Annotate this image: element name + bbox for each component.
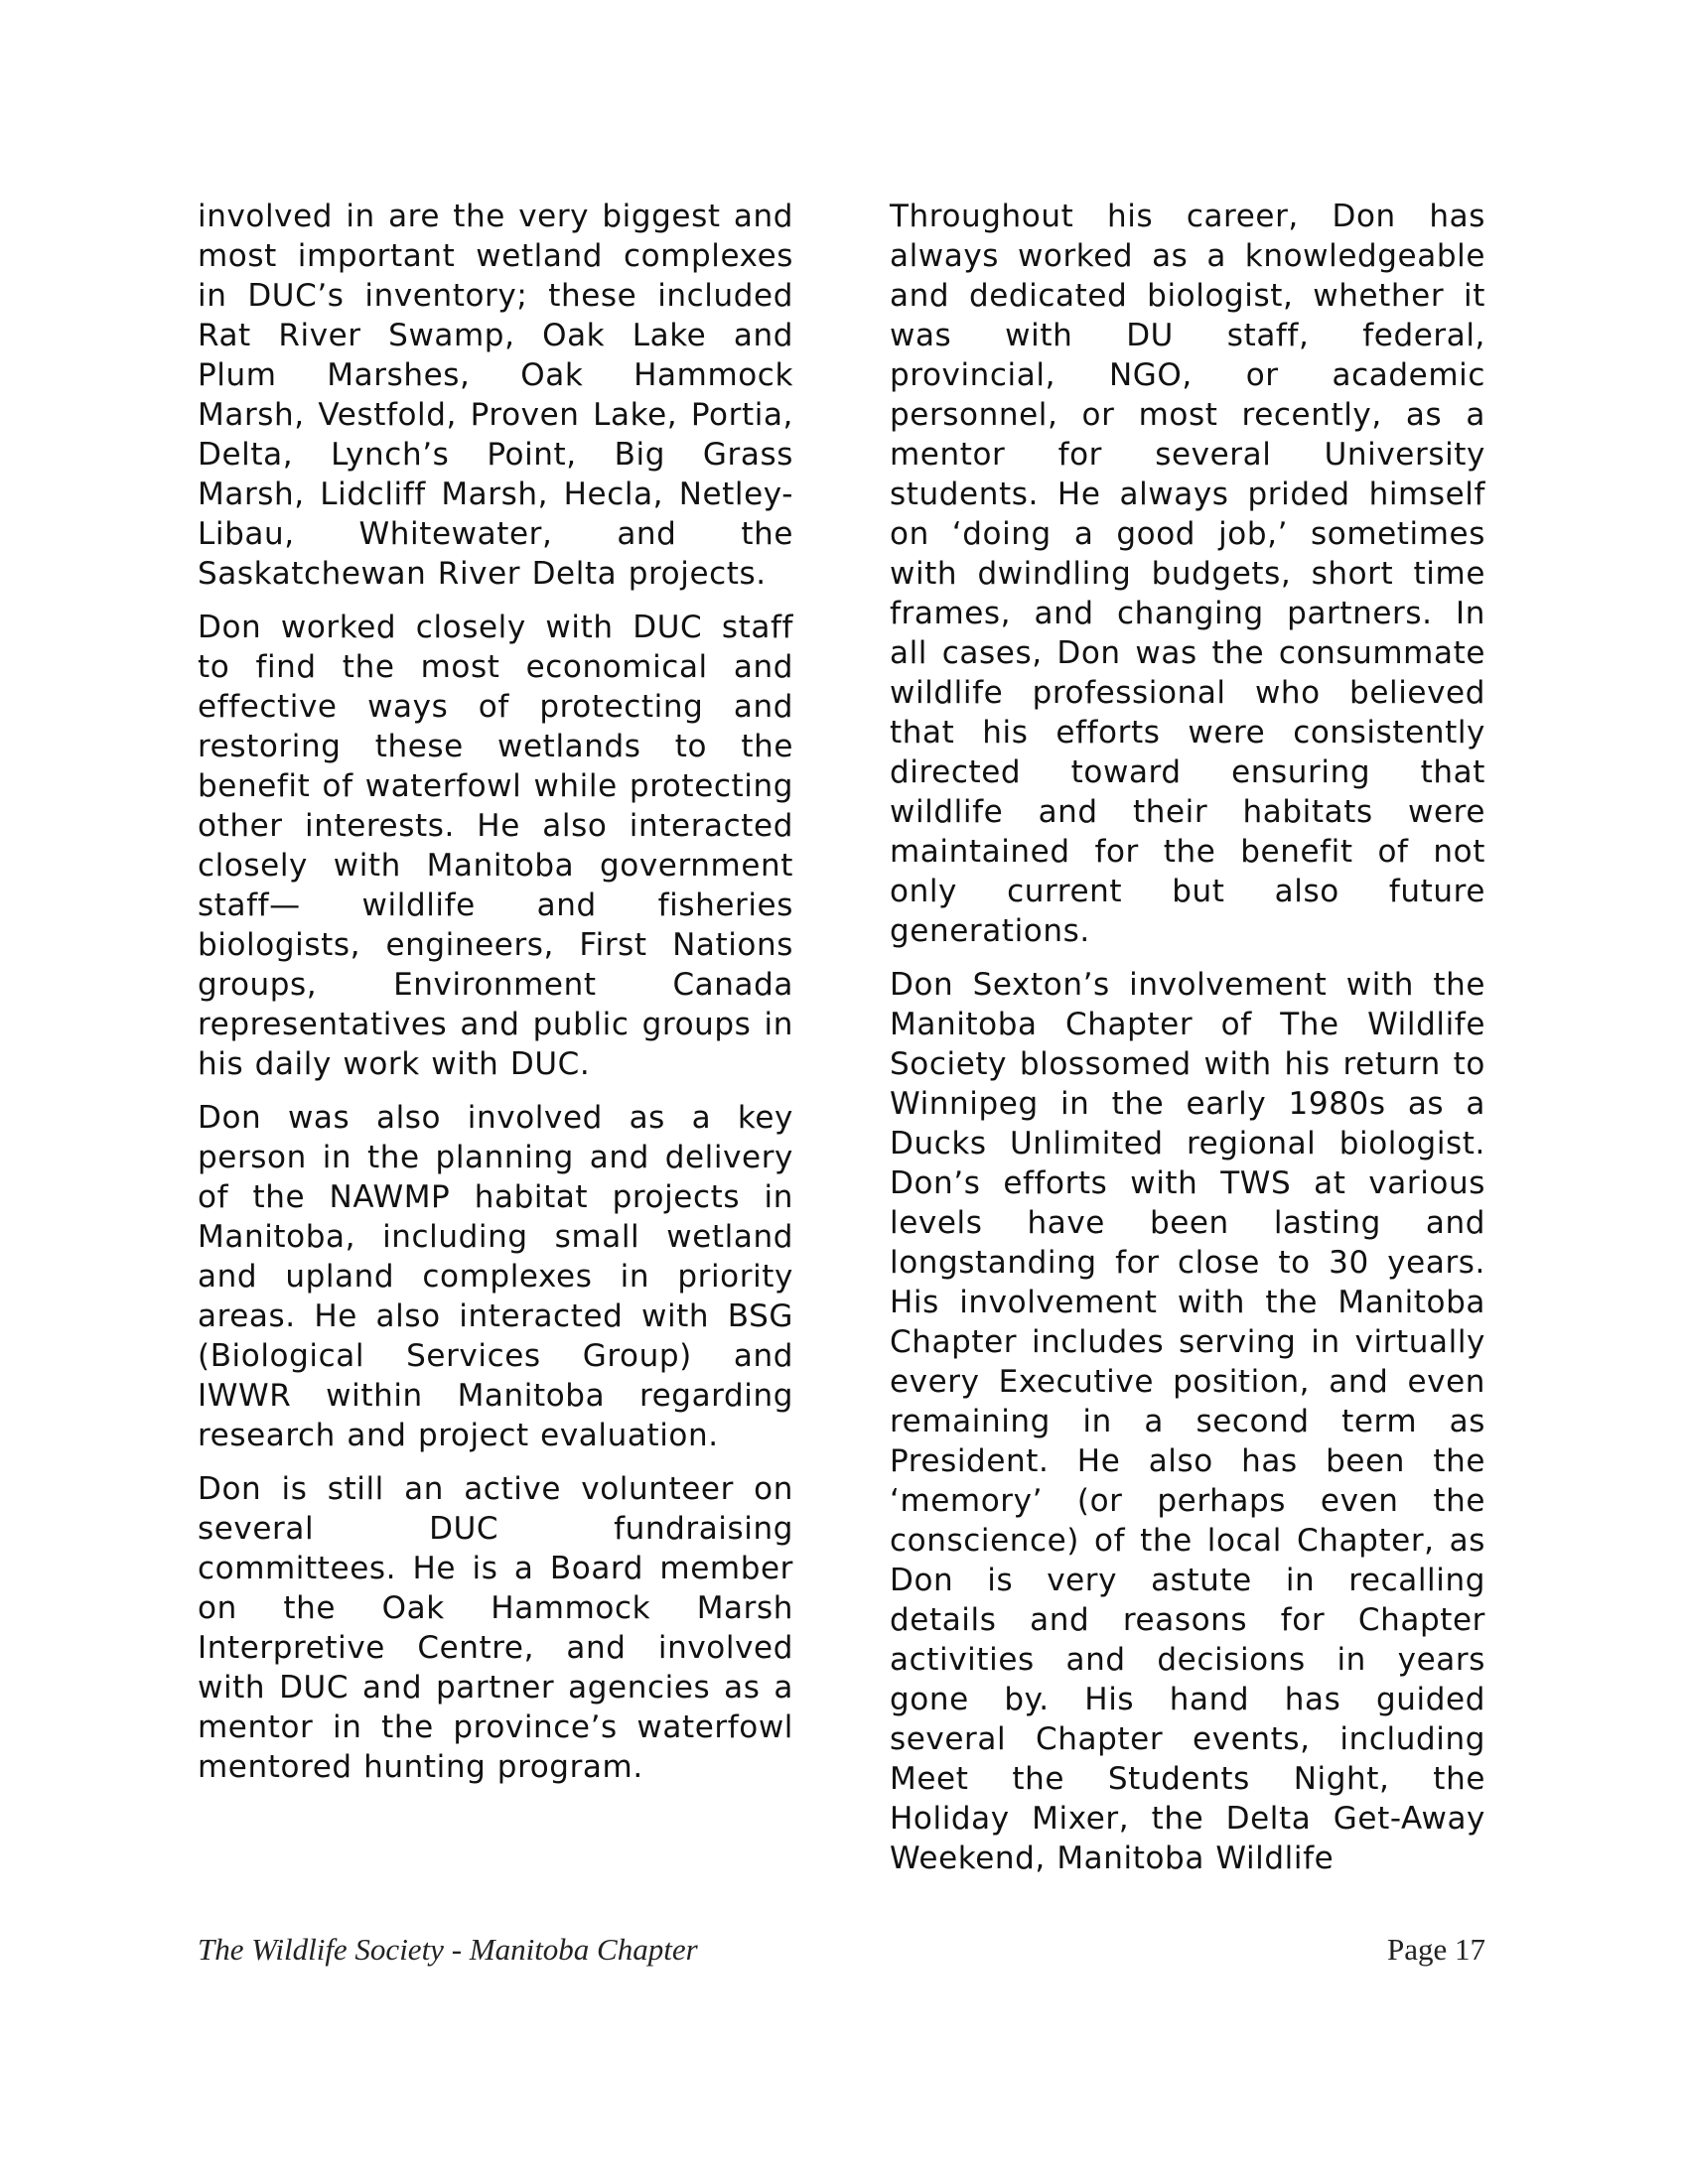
footer-publication-title: The Wildlife Society - Manitoba Chapter xyxy=(198,1932,698,1967)
left-paragraph-1: involved in are the very biggest and most important wetland complexes in DUC’s inventory; these included Rat River Swamp, Oak Lake and Plum Marshes, Oak Hammock Marsh, Vestfold, Proven Lake, Portia, Delta, Lynch’s Point, Big Grass Marsh, Lidcliff Marsh, Hecla, Netley-Libau, Whitewater, and the Saskatchewan River Delta projects. xyxy=(198,199,793,592)
right-column xyxy=(890,197,1485,1892)
left-paragraph-4: Don is still an active volunteer on several DUC fundraising committees. He is a Board member on the Oak Hammock Marsh Interpretive Centre, and involved with DUC and partner agencies as a mentor in the province’s waterfowl mentored hunting program. xyxy=(198,1471,793,1785)
right-paragraph-2: Don Sexton’s involvement with the Manitoba Chapter of The Wildlife Society blossomed with his return to Winnipeg in the early 1980s as a Ducks Unlimited regional biologist. Don’s efforts with TWS at various levels have been lasting and longstanding for close to 30 years. His involvement with the Manitoba Chapter includes serving in virtually every Executive position, and even remaining in a second term as President. He also has been the ‘memory’ (or perhaps even the conscience) of the local Chapter, as Don is very astute in recalling details and reasons for Chapter activities and decisions in years gone by. His hand has guided several Chapter events, including Meet the Students Night, the Holiday Mixer, the Delta Get-Away Weekend, Manitoba Wildlife xyxy=(890,967,1485,1876)
left-column xyxy=(198,197,793,1801)
footer-page-number: Page 17 xyxy=(1386,1932,1485,1967)
left-paragraph-3: Don was also involved as a key person in the planning and delivery of the NAWMP habitat projects in Manitoba, including small wetland and upland complexes in priority areas. He also interacted with BSG (Biological Services Group) and IWWR within Manitoba regarding research and project evaluation. xyxy=(198,1100,793,1453)
right-paragraph-1: Throughout his career, Don has always worked as a knowledgeable and dedicated biologist, whether it was with DU staff, federal, provincial, NGO, or academic personnel, or most recently, as a mentor for several University students. He always prided himself on ‘doing a good job,’ sometimes with dwindling budgets, short time frames, and changing partners. In all cases, Don was the consummate wildlife professional who believed that his efforts were consistently directed toward ensuring that wildlife and their habitats were maintained for the benefit of not only current but also future generations. xyxy=(890,199,1485,949)
left-paragraph-2: Don worked closely with DUC staff to find the most economical and effective ways of protecting and restoring these wetlands to the benefit of waterfowl while protecting other interests. He also interacted closely with Manitoba government staff— wildlife and fisheries biologists, engineers, First Nations groups, Environment Canada representatives and public groups in his daily work with DUC. xyxy=(198,610,793,1082)
